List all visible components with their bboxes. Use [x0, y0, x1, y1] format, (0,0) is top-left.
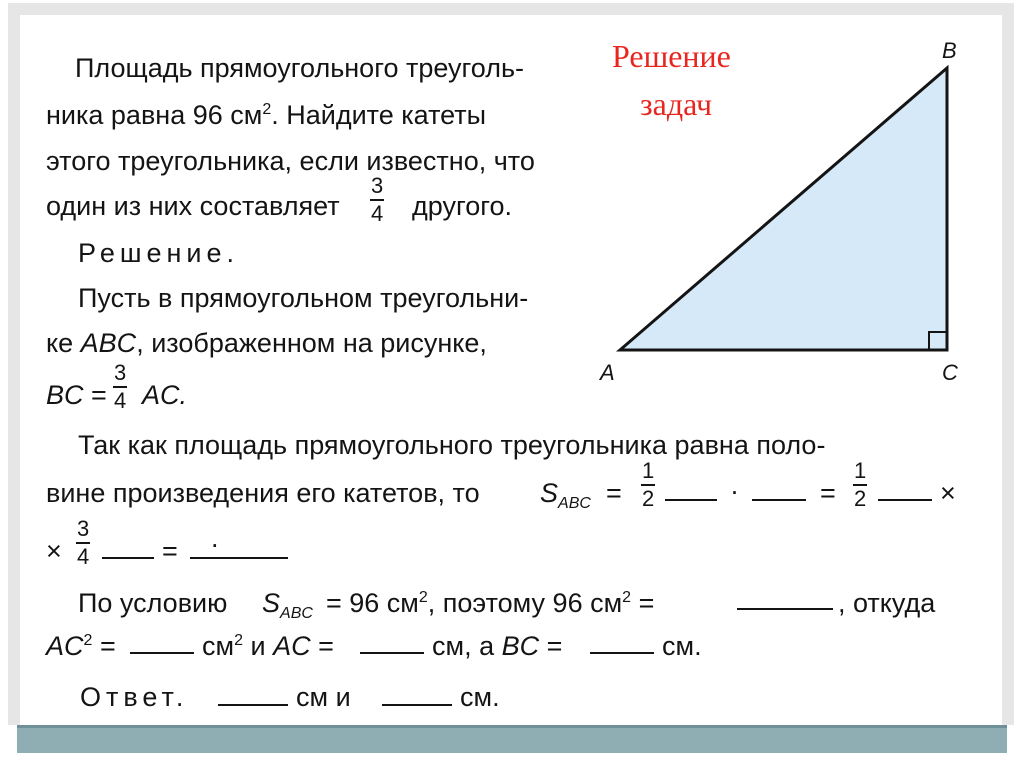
area-line-2-text: вине произведения его катетов, то	[46, 478, 480, 508]
title-line-1: Решение	[612, 38, 731, 74]
problem-line-2: ника равна 96 $см^2$. Найдите катеты	[46, 100, 487, 130]
problem-line-1: Площадь прямоугольного треуголь-	[75, 53, 525, 83]
vertex-b-label: B	[942, 38, 957, 63]
condition-mid: = 96 $см^2$, поэтому 96 $см^2$ =	[326, 588, 655, 618]
blank-equation[interactable]	[737, 608, 833, 610]
solution-line-1: Пусть в прямоугольном треугольни-	[78, 283, 529, 313]
fraction-one-half-1: 1 2	[642, 458, 655, 511]
solution-heading: Решение.	[78, 238, 240, 268]
blank-leg-2[interactable]	[752, 499, 806, 501]
condition-unit-cm2: $см^2$ и AC =	[202, 631, 334, 661]
fraction-three-quarters-2: 3 4	[114, 360, 127, 413]
answer-unit-2: см.	[460, 682, 500, 712]
fraction-three-quarters-3: 3 4	[77, 516, 90, 569]
condition-start: По условию	[78, 588, 228, 618]
solution-bc: BC =	[46, 380, 107, 410]
answer-label: Ответ.	[80, 682, 189, 712]
area-line-1: Так как площадь прямоугольного треугольника равна поло-	[78, 430, 826, 460]
condition-unit-cm-end: см.	[662, 631, 702, 661]
blank-ac[interactable]	[360, 652, 424, 654]
condition-ac-squared: $AC^2$ =	[46, 631, 116, 661]
fraction-three-quarters-1: 3 4	[371, 173, 384, 226]
condition-unit-cm-a: см, а BC =	[432, 631, 563, 661]
blank-leg-3[interactable]	[878, 499, 932, 501]
answer-unit-1: см и	[296, 682, 351, 712]
blank-ac-squared[interactable]	[130, 652, 194, 654]
area-small-dot: .	[211, 523, 219, 553]
area-s-abc: $S_{ABC}$	[540, 478, 591, 512]
blank-area-expression[interactable]	[190, 557, 288, 559]
area-eq-1: =	[606, 478, 622, 508]
vertex-c-label: C	[942, 360, 958, 385]
solution-line-2: ке ABC, изображенном на рисунке,	[46, 328, 487, 358]
area-times-2: ×	[46, 536, 62, 566]
blank-answer-2[interactable]	[382, 704, 452, 706]
blank-answer-1[interactable]	[218, 704, 288, 706]
area-eq-3: =	[162, 536, 178, 566]
fraction-one-half-2: 1 2	[854, 458, 867, 511]
area-dot: ·	[730, 476, 739, 506]
problem-line-4-end: другого.	[412, 191, 513, 221]
area-eq-2: =	[820, 478, 836, 508]
condition-end: , откуда	[838, 588, 936, 618]
problem-line-4-start: один из них составляет	[46, 191, 340, 221]
title-line-2: задач	[640, 86, 713, 122]
blank-bc[interactable]	[590, 652, 654, 654]
condition-s-abc: $S_{ABC}$	[262, 588, 313, 622]
solution-ac: AC.	[142, 380, 188, 410]
area-times-1: ×	[940, 478, 956, 508]
problem-line-3: этого треугольника, если известно, что	[46, 146, 535, 176]
vertex-a-label: A	[600, 360, 615, 385]
blank-leg-1[interactable]	[665, 499, 717, 501]
blank-leg-4[interactable]	[102, 557, 154, 559]
